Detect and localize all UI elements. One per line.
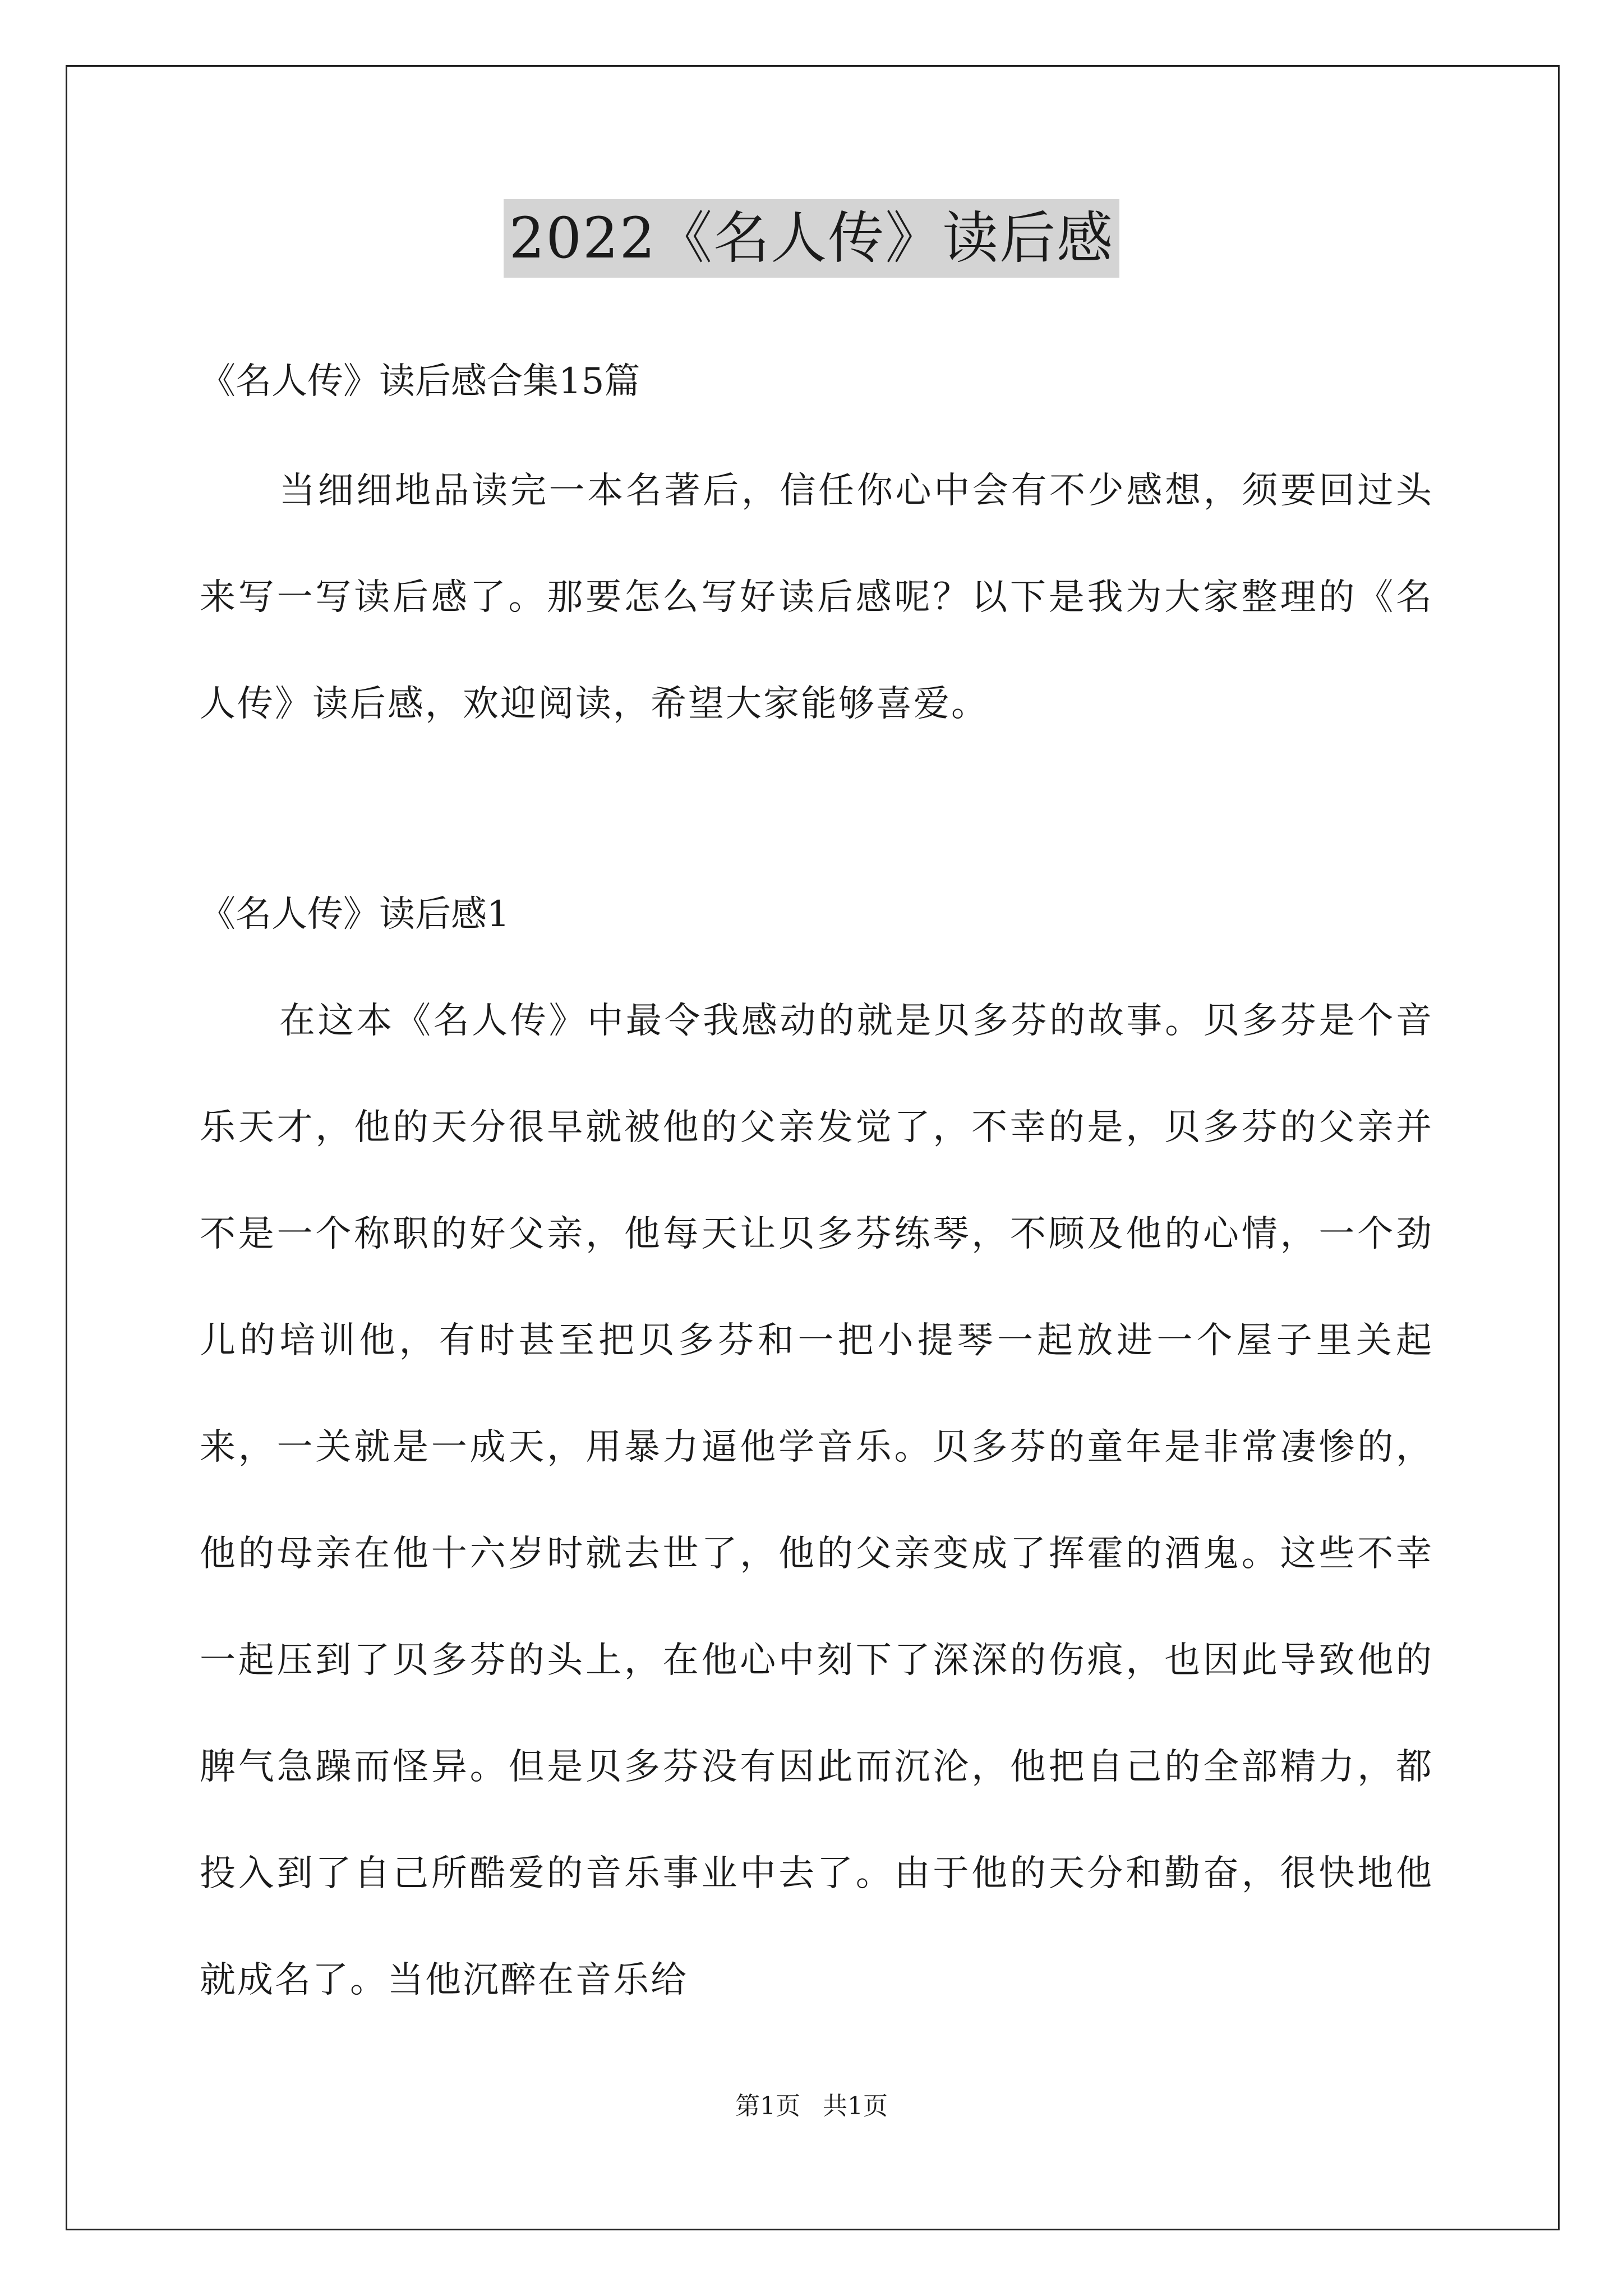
page-footer bbox=[0, 2090, 1623, 2123]
document-subtitle: 《名人传》读后感合集15篇 bbox=[200, 361, 640, 402]
document-title: 2022《名人传》读后感 bbox=[504, 199, 1120, 278]
page-total: 共1页 bbox=[823, 2092, 888, 2120]
section-heading: 《名人传》读后感1 bbox=[200, 894, 510, 935]
intro-paragraph: 当细细地品读完一本名著后，信任你心中会有不少感想，须要回过头来写一写读后感了。那要怎么写好读后感呢？以下是我为大家整理的《名人传》读后感，欢迎阅读，希望大家能够喜爱。 bbox=[200, 470, 1433, 725]
section-body-paragraph: 在这本《名人传》中最令我感动的就是贝多芬的故事。贝多芬是个音乐天才，他的天分很早就被他的父亲发觉了，不幸的是，贝多芬的父亲并不是一个称职的好父亲，他每天让贝多芬练琴，不顾及他的心情，一个劲儿的培训他，有时甚至把贝多芬和一把小提琴一起放进一个屋子里关起来，一关就是一成天，用暴力逼他学音乐。贝多芬的童年是非常凄惨的，他的母亲在他十六岁时就去世了，他的父亲变成了挥霍的酒鬼。这些不幸一起压到了贝多芬的头上，在他心中刻下了深深的伤痕，也因此导致他的脾气急躁而怪异。但是贝多芬没有因此而沉沦，他把自己的全部精力，都投入到了自己所酷爱的音乐事业中去了。由于他的天分和勤奋，很快地他就成名了。当他沉醉在音乐给 bbox=[200, 1000, 1433, 2001]
title-container bbox=[0, 199, 1623, 278]
page-number: 第1页 bbox=[735, 2092, 800, 2120]
